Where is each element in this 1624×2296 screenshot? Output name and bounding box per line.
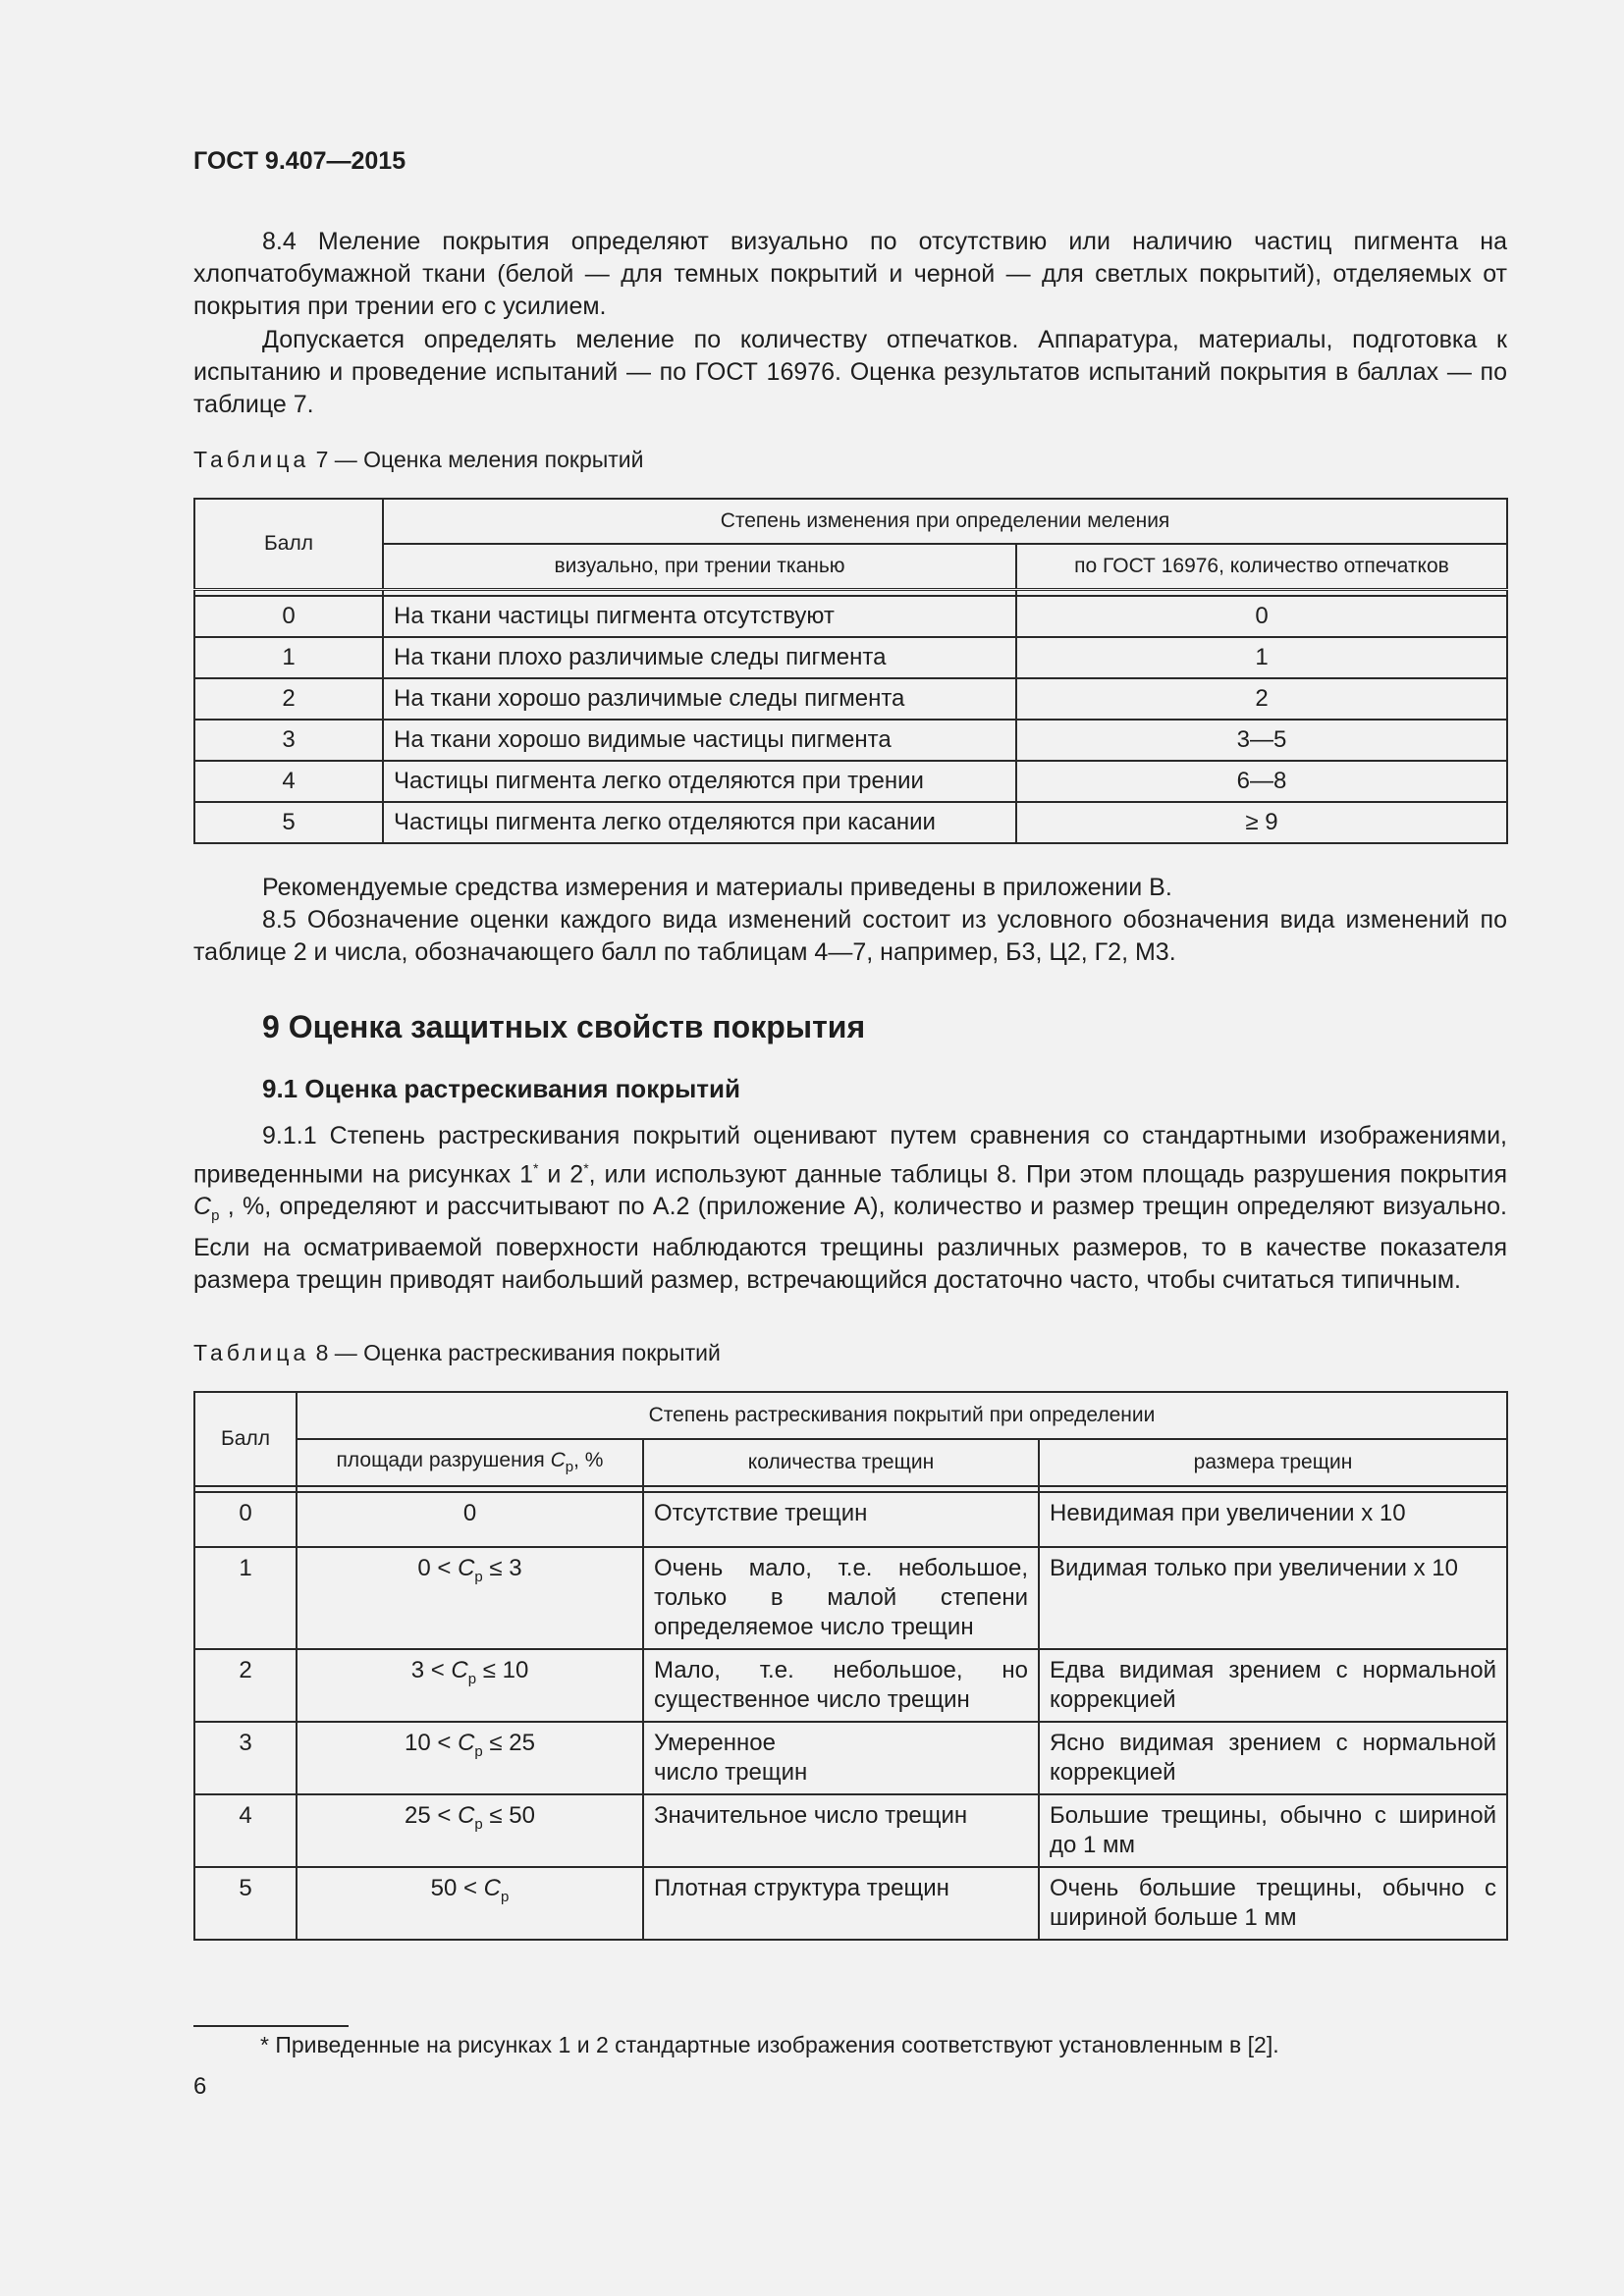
t8-area-pre: 25 < [405, 1802, 459, 1829]
t8-count: Очень мало, т.е. небольшое, только в малой степени определяемое число трещин [643, 1547, 1039, 1649]
footnote-divider [193, 2025, 349, 2027]
t8-header-area [297, 1439, 643, 1486]
t8-area [297, 1722, 643, 1794]
paragraph-8-4: 8.4 Меление покрытия определяют визуально по отсутствию или наличию частиц пигмента на хлопчатобумажной ткани (белой — для темных покрытий и черной — для светлых покрытий), отделяемых от покрытия при трении его с усилием. [193, 228, 1507, 320]
table-7-caption [193, 447, 644, 473]
t8-score: 3 [194, 1722, 297, 1794]
table-row [194, 1492, 1507, 1547]
t8-size: Очень большие трещины, обычно с шириной больше 1 мм [1039, 1867, 1507, 1940]
t8-header-score: Балл [194, 1392, 297, 1486]
symbol-p: р [211, 1207, 220, 1225]
t8-area-pre: 50 < [430, 1875, 484, 1901]
table-row [194, 802, 1507, 843]
t7-visual: На ткани хорошо различимые следы пигмента [383, 678, 1016, 720]
t8-count: Мало, т.е. небольшое, но существенное число трещин [643, 1649, 1039, 1722]
t7-visual: На ткани плохо различимые следы пигмента [383, 637, 1016, 678]
table-row [194, 637, 1507, 678]
table-8-caption-text: 8 — Оценка растрескивания покрытий [315, 1340, 721, 1365]
table-row [194, 596, 1507, 637]
t7-count: 2 [1016, 678, 1507, 720]
table-row [194, 1867, 1507, 1940]
table-row [194, 1649, 1507, 1722]
table-7 [193, 498, 1508, 844]
t8-size: Видимая только при увеличении x 10 [1039, 1547, 1507, 1649]
symbol-c: C [193, 1193, 212, 1221]
t8-score: 0 [194, 1492, 297, 1547]
t7-score: 3 [194, 720, 383, 761]
t8-size: Ясно видимая зрением с нормальной коррекцией [1039, 1722, 1507, 1794]
t7-count: 0 [1016, 596, 1507, 637]
t8-score: 4 [194, 1794, 297, 1867]
t8-count: Значительное число трещин [643, 1794, 1039, 1867]
symbol-p: р [474, 1815, 483, 1833]
table-8-caption [193, 1340, 721, 1366]
t7-score: 1 [194, 637, 383, 678]
t8-score: 5 [194, 1867, 297, 1940]
t8-area [297, 1547, 643, 1649]
t7-header-gost: по ГОСТ 16976, количество отпечатков [1016, 544, 1507, 590]
t7-visual: На ткани частицы пигмента отсутствуют [383, 596, 1016, 637]
table-7-caption-text: 7 — Оценка меления покрытий [315, 447, 644, 472]
t7-count: 1 [1016, 637, 1507, 678]
t8-area [297, 1794, 643, 1867]
t8-area-pre: 0 < [417, 1555, 459, 1581]
t7-visual: На ткани хорошо видимые частицы пигмента [383, 720, 1016, 761]
t7-visual: Частицы пигмента легко отделяются при трении [383, 761, 1016, 802]
p5-part-b: и 2 [538, 1160, 584, 1189]
t8-header-size: размера трещин [1039, 1439, 1507, 1486]
table-7-caption-word: Таблица [193, 447, 310, 472]
t8-area-post: ≤ 3 [482, 1555, 522, 1581]
symbol-c: C [458, 1555, 475, 1581]
footnote: * Приведенные на рисунках 1 и 2 стандартные изображения соответствуют установленным в [2]. [260, 2032, 1279, 2057]
document-header: ГОСТ 9.407—2015 [193, 147, 406, 175]
t7-header-visual: визуально, при трении тканью [383, 544, 1016, 590]
symbol-c: C [550, 1449, 566, 1472]
symbol-c: C [458, 1802, 475, 1829]
table-row [194, 1547, 1507, 1649]
p5-part-a: 9.1.1 Степень растрескивания покрытий оценивают путем сравнения со стандартными изображениями, приведенными на рисунках 1 [193, 1122, 1507, 1189]
t8-header-count: количества трещин [643, 1439, 1039, 1486]
t8-header-area-pre: площади разрушения [336, 1449, 551, 1472]
t8-area [297, 1492, 643, 1547]
t7-count: 6—8 [1016, 761, 1507, 802]
subsection-title: 9.1 Оценка растрескивания покрытий [262, 1074, 740, 1103]
footnote-mark: * [532, 1160, 539, 1176]
symbol-p: р [467, 1670, 477, 1687]
t7-header-score: Балл [194, 499, 383, 590]
t8-size: Едва видимая зрением с нормальной коррекцией [1039, 1649, 1507, 1722]
table-row [194, 1794, 1507, 1867]
t7-count: ≥ 9 [1016, 802, 1507, 843]
table-8-caption-word: Таблица [193, 1340, 310, 1365]
t8-header-group: Степень растрескивания покрытий при определении [297, 1392, 1507, 1439]
t8-area-pre: 3 < [410, 1657, 452, 1683]
t8-score: 1 [194, 1547, 297, 1649]
t7-score: 5 [194, 802, 383, 843]
paragraph-9-1-1 [193, 1120, 1507, 1297]
p5-part-c: , или используют данные таблицы 8. При этом площадь разрушения покрытия [588, 1160, 1507, 1189]
t8-area-post: ≤ 10 [476, 1657, 529, 1683]
t8-area-pre: 0 [462, 1500, 477, 1526]
t8-size: Невидимая при увеличении x 10 [1039, 1492, 1507, 1547]
table-row [194, 761, 1507, 802]
page-number: 6 [193, 2073, 207, 2100]
t8-count: Умеренное число трещин [643, 1722, 1039, 1794]
table-8 [193, 1391, 1508, 1941]
t8-area-pre: 10 < [405, 1730, 459, 1756]
symbol-p: р [565, 1459, 574, 1476]
t8-area-post: ≤ 50 [482, 1802, 535, 1829]
symbol-p: р [474, 1742, 483, 1760]
t8-area-post: ≤ 25 [482, 1730, 535, 1756]
symbol-c: C [483, 1875, 502, 1901]
t8-score: 2 [194, 1649, 297, 1722]
paragraph-8-5: 8.5 Обозначение оценки каждого вида изменений состоит из условного обозначения вида изменений по таблице 2 и числа, обозначающего балл по таблицам 4—7, например, Б3, Ц2, Г2, М3. [193, 906, 1507, 966]
t7-score: 2 [194, 678, 383, 720]
paragraph-recommended-means: Рекомендуемые средства измерения и материалы приведены в приложении В. [262, 874, 1172, 901]
t7-score: 4 [194, 761, 383, 802]
t8-area [297, 1649, 643, 1722]
section-title: 9 Оценка защитных свойств покрытия [262, 1009, 866, 1044]
symbol-c: C [451, 1657, 468, 1683]
symbol-p: р [474, 1568, 483, 1585]
t8-size: Большие трещины, обычно с шириной до 1 мм [1039, 1794, 1507, 1867]
t8-count: Отсутствие трещин [643, 1492, 1039, 1547]
table-row [194, 678, 1507, 720]
t7-score: 0 [194, 596, 383, 637]
table-row [194, 720, 1507, 761]
p5-part-d: , %, определяют и рассчитывают по А.2 (приложение А), количество и размер трещин определяют визуально. Если на осматриваемой поверхности наблюдаются трещины различных размеров, то в качестве показателя размера трещин приводят наибольший размер, встречающийся достаточно часто, чтобы считаться типичным. [193, 1193, 1507, 1295]
t7-count: 3—5 [1016, 720, 1507, 761]
t8-count: Плотная структура трещин [643, 1867, 1039, 1940]
t7-header-group: Степень изменения при определении меления [383, 499, 1507, 544]
t7-visual: Частицы пигмента легко отделяются при касании [383, 802, 1016, 843]
symbol-c: C [458, 1730, 475, 1756]
t8-area [297, 1867, 643, 1940]
t8-header-area-post: , % [573, 1449, 604, 1472]
footnote-mark: * [583, 1160, 589, 1176]
table-row [194, 1722, 1507, 1794]
symbol-p: р [501, 1888, 510, 1905]
paragraph-chalking-method: Допускается определять меление по количеству отпечатков. Аппаратура, материалы, подготовка к испытанию и проведение испытаний — по ГОСТ 16976. Оценка результатов испытаний покрытия в баллах — по таблице 7. [193, 326, 1507, 418]
